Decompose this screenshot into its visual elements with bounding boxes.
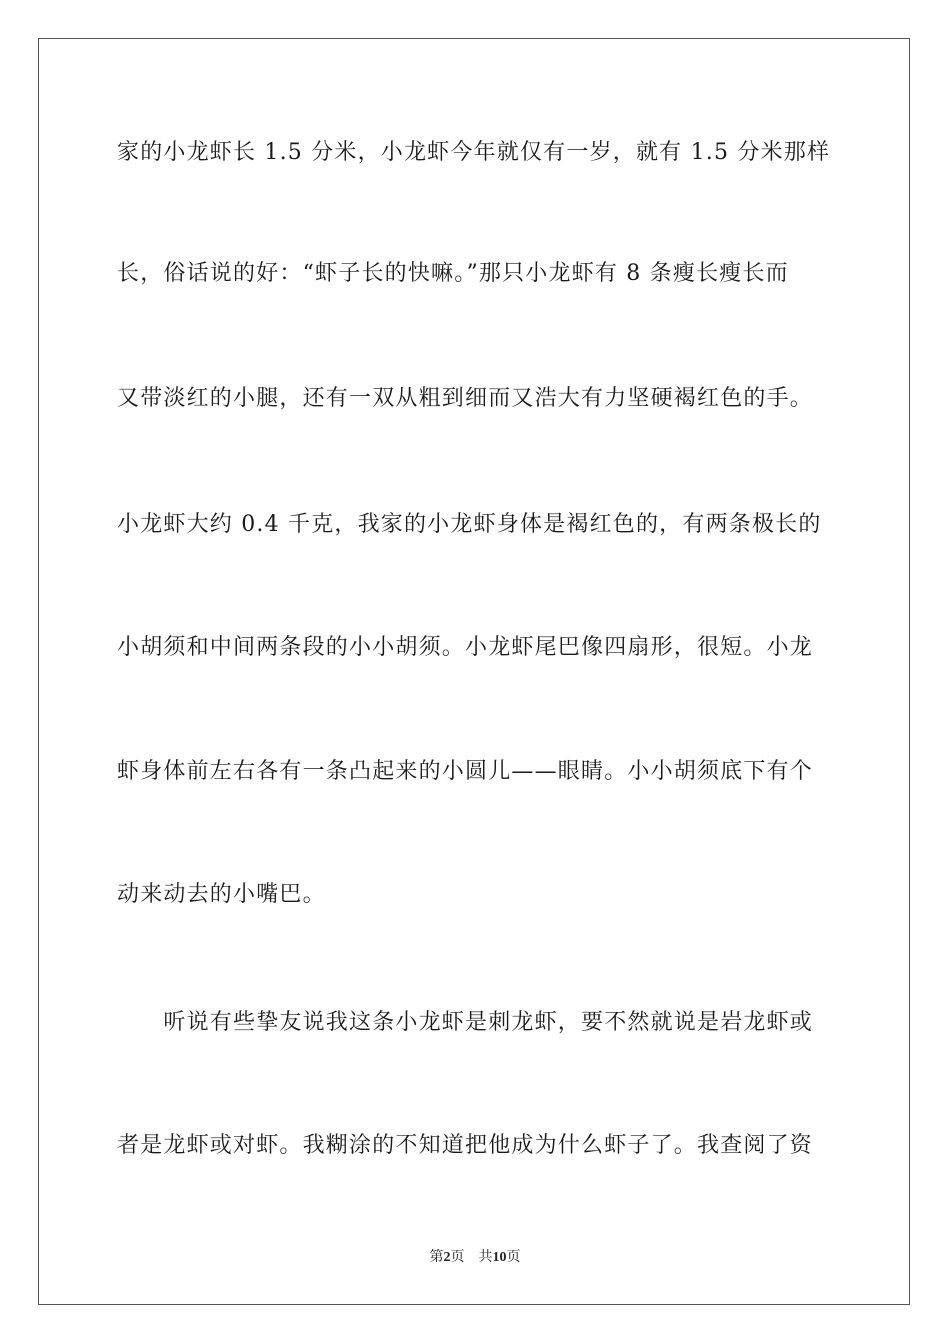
page-suffix: 页: [450, 1250, 465, 1265]
page-footer: [0, 1246, 950, 1266]
text-line-7: 动来动去的小嘴巴。: [117, 882, 326, 907]
page-prefix: 第: [429, 1250, 444, 1265]
text-line-2: 长，俗话说的好：“虾子长的快嘛。”那只小龙虾有 8 条瘦长瘦长而: [117, 261, 789, 286]
total-suffix: 页: [506, 1250, 521, 1265]
page-border: [38, 38, 910, 1305]
total-page-count: 10: [492, 1250, 507, 1265]
text-line-5: 小胡须和中间两条段的小小胡须。小龙虾尾巴像四扇形，很短。小龙: [117, 635, 814, 660]
text-line-4: 小龙虾大约 0.4 千克，我家的小龙虾身体是褐红色的，有两条极长的: [117, 512, 822, 537]
text-line-6: 虾身体前左右各有一条凸起来的小圆儿——眼睛。小小胡须底下有个: [117, 759, 814, 784]
total-prefix: 共: [478, 1250, 493, 1265]
text-line-8: 听说有些挚友说我这条小龙虾是刺龙虾，要不然就说是岩龙虾或: [117, 1010, 814, 1035]
text-line-1: 家的小龙虾长 1.5 分米，小龙虾今年就仅有一岁，就有 1.5 分米那样: [117, 140, 831, 165]
current-page-number: 2: [443, 1250, 451, 1265]
text-line-9: 者是龙虾或对虾。我糊涂的不知道把他成为什么虾子了。我查阅了资: [117, 1133, 814, 1158]
text-line-3: 又带淡红的小腿，还有一双从粗到细而又浩大有力坚硬褐红色的手。: [117, 386, 814, 411]
